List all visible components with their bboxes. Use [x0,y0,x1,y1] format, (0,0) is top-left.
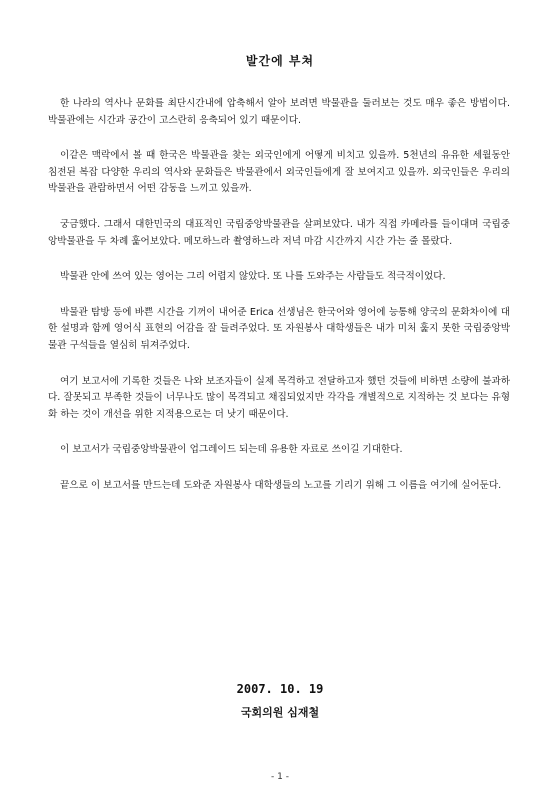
document-title: 발간에 부쳐 [245,54,315,68]
author-signature: 국회의원 심재철 [240,706,320,719]
page-number: - 1 - [271,772,289,782]
paragraph: 궁금했다. 그래서 대한민국의 대표적인 국립중앙박물관을 살펴보았다. 내가 직접 카메라를 들이대며 국립중앙박물관을 두 차례 훑어보았다. 메모하느라 촬영하느라 저녁 마감 시간까지 시간 가는 줄 몰랐다. [48,218,510,247]
paragraph: 끝으로 이 보고서를 만드는데 도와준 자원봉사 대학생들의 노고를 기리기 위해 그 이름을 여기에 실어둔다. [60,479,502,491]
document-body [48,96,510,514]
paragraph: 여기 보고서에 기록한 것들은 나와 보조자들이 실제 목격하고 전달하고자 했던 것들에 비하면 소량에 불과하다. 잘못되고 부족한 것들이 너무나도 많이 목격되고 채집되었지만 각각을 개별적으로 지적하는 것 보다는 유형화 하는 것이 개선을 위한 지적용으로는 더 낫기 때문이다. [48,375,510,420]
paragraph: 박물관 탐방 등에 바쁜 시간을 기꺼이 내어준 Erica 선생님은 한국어와 영어에 능통해 양국의 문화차이에 대한 설명과 함께 영어식 표현의 어감을 잘 들려주었다. 또 자원봉사 대학생들은 내가 미처 훑지 못한 국립중앙박물관 구석들을 열심히 뒤져주었다. [48,306,510,351]
paragraph: 박물관 안에 쓰여 있는 영어는 그리 어렵지 않았다. 또 나를 도와주는 사람들도 적극적이었다. [60,271,446,283]
paragraph: 이같은 맥락에서 볼 때 한국은 박물관을 찾는 외국인에게 어떻게 비치고 있을까. 5천년의 유유한 세월동안 침전된 복잡 다양한 우리의 역사와 문화들은 박물관에서 외국인들에게 잘 보여지고 있을까. 외국인들은 우리의 박물관을 관람하면서 어떤 감동을 느끼고 있을까. [48,150,510,195]
paragraph: 이 보고서가 국립중앙박물관이 업그레이드 되는데 유용한 자료로 쓰이길 기대한다. [60,444,403,456]
publication-date: 2007. 10. 19 [236,682,324,696]
paragraph: 한 나라의 역사나 문화를 최단시간내에 압축해서 알아 보려면 박물관을 둘러보는 것도 매우 좋은 방법이다. 박물관에는 시간과 공간이 고스란히 응축되어 있기 때문이다. [48,98,510,126]
